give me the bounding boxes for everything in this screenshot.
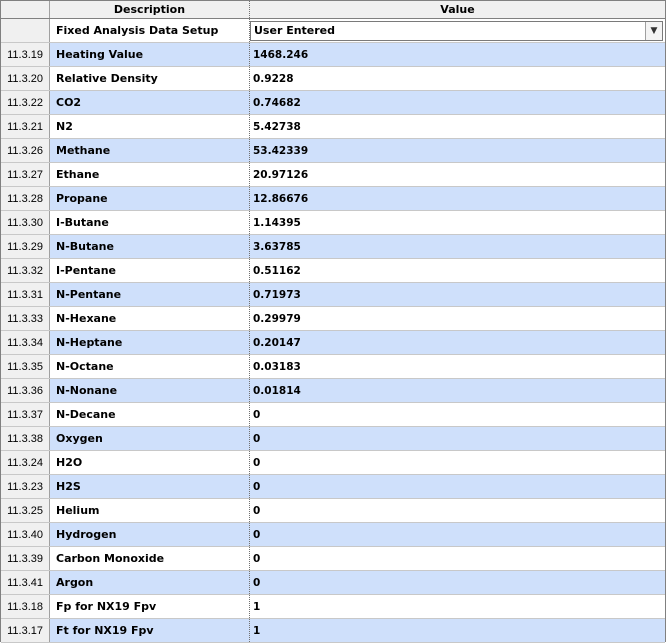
row-id: 11.3.38: [1, 427, 50, 450]
table-row[interactable]: [1, 379, 665, 403]
row-id: 11.3.25: [1, 499, 50, 522]
row-description: H2S: [50, 475, 250, 498]
row-id: 11.3.20: [1, 67, 50, 90]
row-description: Heating Value: [50, 43, 250, 66]
row-value[interactable]: 0.20147: [250, 331, 665, 354]
table-row[interactable]: [1, 67, 665, 91]
table-row[interactable]: [1, 283, 665, 307]
row-value[interactable]: 0.29979: [253, 312, 301, 325]
row-description: Carbon Monoxide: [50, 547, 250, 570]
setup-row: [1, 19, 665, 43]
table-row[interactable]: [1, 115, 665, 139]
row-value[interactable]: 0: [253, 408, 261, 421]
row-value[interactable]: 5.42738: [253, 120, 301, 133]
row-value[interactable]: 0: [250, 523, 665, 546]
row-id: 11.3.34: [1, 331, 50, 354]
row-description: N-Butane: [50, 235, 250, 258]
row-description: Methane: [50, 139, 250, 162]
row-id: 11.3.41: [1, 571, 50, 594]
row-value[interactable]: 1.14395: [253, 216, 301, 229]
row-id: 11.3.33: [1, 307, 50, 330]
row-id: 11.3.26: [1, 139, 50, 162]
row-id: 11.3.39: [1, 547, 50, 570]
setup-select-value: User Entered: [254, 24, 336, 37]
row-description: N-Nonane: [50, 379, 250, 402]
row-description: N-Pentane: [50, 283, 250, 306]
row-description: Argon: [50, 571, 250, 594]
row-description: Ethane: [50, 163, 250, 186]
row-id: 11.3.30: [1, 211, 50, 234]
row-description: Relative Density: [50, 67, 250, 90]
row-description: Propane: [50, 187, 250, 210]
setup-value-cell[interactable]: [250, 19, 665, 42]
table-row[interactable]: [1, 499, 665, 523]
table-row[interactable]: [1, 571, 665, 595]
row-description: Hydrogen: [50, 523, 250, 546]
row-description: CO2: [50, 91, 250, 114]
table-row[interactable]: [1, 91, 665, 115]
row-value[interactable]: 1: [250, 619, 665, 642]
table-row[interactable]: [1, 187, 665, 211]
row-value[interactable]: 0.51162: [253, 264, 301, 277]
row-value[interactable]: 0: [253, 456, 261, 469]
row-description: N2: [50, 115, 250, 138]
row-id: 11.3.24: [1, 451, 50, 474]
table-row[interactable]: [1, 403, 665, 427]
table-row[interactable]: [1, 547, 665, 571]
row-value[interactable]: 0.71973: [250, 283, 665, 306]
row-id: 11.3.31: [1, 283, 50, 306]
table-row[interactable]: [1, 259, 665, 283]
grid-header: [1, 1, 665, 19]
row-id: 11.3.22: [1, 91, 50, 114]
chevron-down-icon[interactable]: ▼: [645, 22, 662, 40]
row-id: 11.3.28: [1, 187, 50, 210]
table-row[interactable]: [1, 331, 665, 355]
setup-label: Fixed Analysis Data Setup: [50, 19, 250, 42]
row-value[interactable]: 0: [250, 427, 665, 450]
table-row[interactable]: [1, 163, 665, 187]
row-description: N-Heptane: [50, 331, 250, 354]
row-id: 11.3.19: [1, 43, 50, 66]
row-id: 11.3.21: [1, 115, 50, 138]
row-value[interactable]: 0: [250, 475, 665, 498]
row-description: Fp for NX19 Fpv: [50, 595, 250, 618]
row-id: 11.3.40: [1, 523, 50, 546]
row-id: 11.3.23: [1, 475, 50, 498]
row-value[interactable]: 0.74682: [250, 91, 665, 114]
row-id: 11.3.29: [1, 235, 50, 258]
row-value[interactable]: 0: [253, 552, 261, 565]
row-value[interactable]: 0: [253, 504, 261, 517]
table-row[interactable]: [1, 43, 665, 67]
row-value[interactable]: 1: [253, 600, 261, 613]
row-description: Helium: [50, 499, 250, 522]
table-row[interactable]: [1, 523, 665, 547]
setup-select[interactable]: [250, 21, 663, 41]
row-description: N-Decane: [50, 403, 250, 426]
row-description: N-Octane: [50, 355, 250, 378]
row-description: H2O: [50, 451, 250, 474]
header-value[interactable]: Value: [440, 3, 475, 16]
row-description: Ft for NX19 Fpv: [50, 619, 250, 642]
table-row[interactable]: [1, 211, 665, 235]
table-row[interactable]: [1, 235, 665, 259]
row-value[interactable]: 1468.246: [250, 43, 665, 66]
table-row[interactable]: [1, 355, 665, 379]
row-id: 11.3.36: [1, 379, 50, 402]
row-value[interactable]: 3.63785: [250, 235, 665, 258]
row-description: Oxygen: [50, 427, 250, 450]
table-row[interactable]: [1, 595, 665, 619]
row-description: I-Butane: [50, 211, 250, 234]
table-row[interactable]: [1, 307, 665, 331]
row-description: I-Pentane: [50, 259, 250, 282]
row-id: 11.3.18: [1, 595, 50, 618]
row-value[interactable]: 0: [250, 571, 665, 594]
row-id: 11.3.35: [1, 355, 50, 378]
header-id-column: [1, 1, 50, 18]
row-value[interactable]: 0.9228: [253, 72, 294, 85]
row-value[interactable]: 53.42339: [250, 139, 665, 162]
table-row[interactable]: [1, 451, 665, 475]
row-description: N-Hexane: [50, 307, 250, 330]
row-id: [1, 19, 50, 42]
row-value[interactable]: 12.86676: [250, 187, 665, 210]
row-id: 11.3.27: [1, 163, 50, 186]
table-row[interactable]: [1, 619, 665, 643]
row-value[interactable]: 0.01814: [250, 379, 665, 402]
row-id: 11.3.37: [1, 403, 50, 426]
table-row[interactable]: [1, 427, 665, 451]
row-id: 11.3.17: [1, 619, 50, 642]
table-row[interactable]: [1, 475, 665, 499]
header-description[interactable]: Description: [50, 1, 250, 18]
row-value[interactable]: 0.03183: [253, 360, 301, 373]
data-rows: [1, 43, 665, 643]
row-id: 11.3.32: [1, 259, 50, 282]
table-row[interactable]: [1, 139, 665, 163]
row-value[interactable]: 20.97126: [253, 168, 309, 181]
